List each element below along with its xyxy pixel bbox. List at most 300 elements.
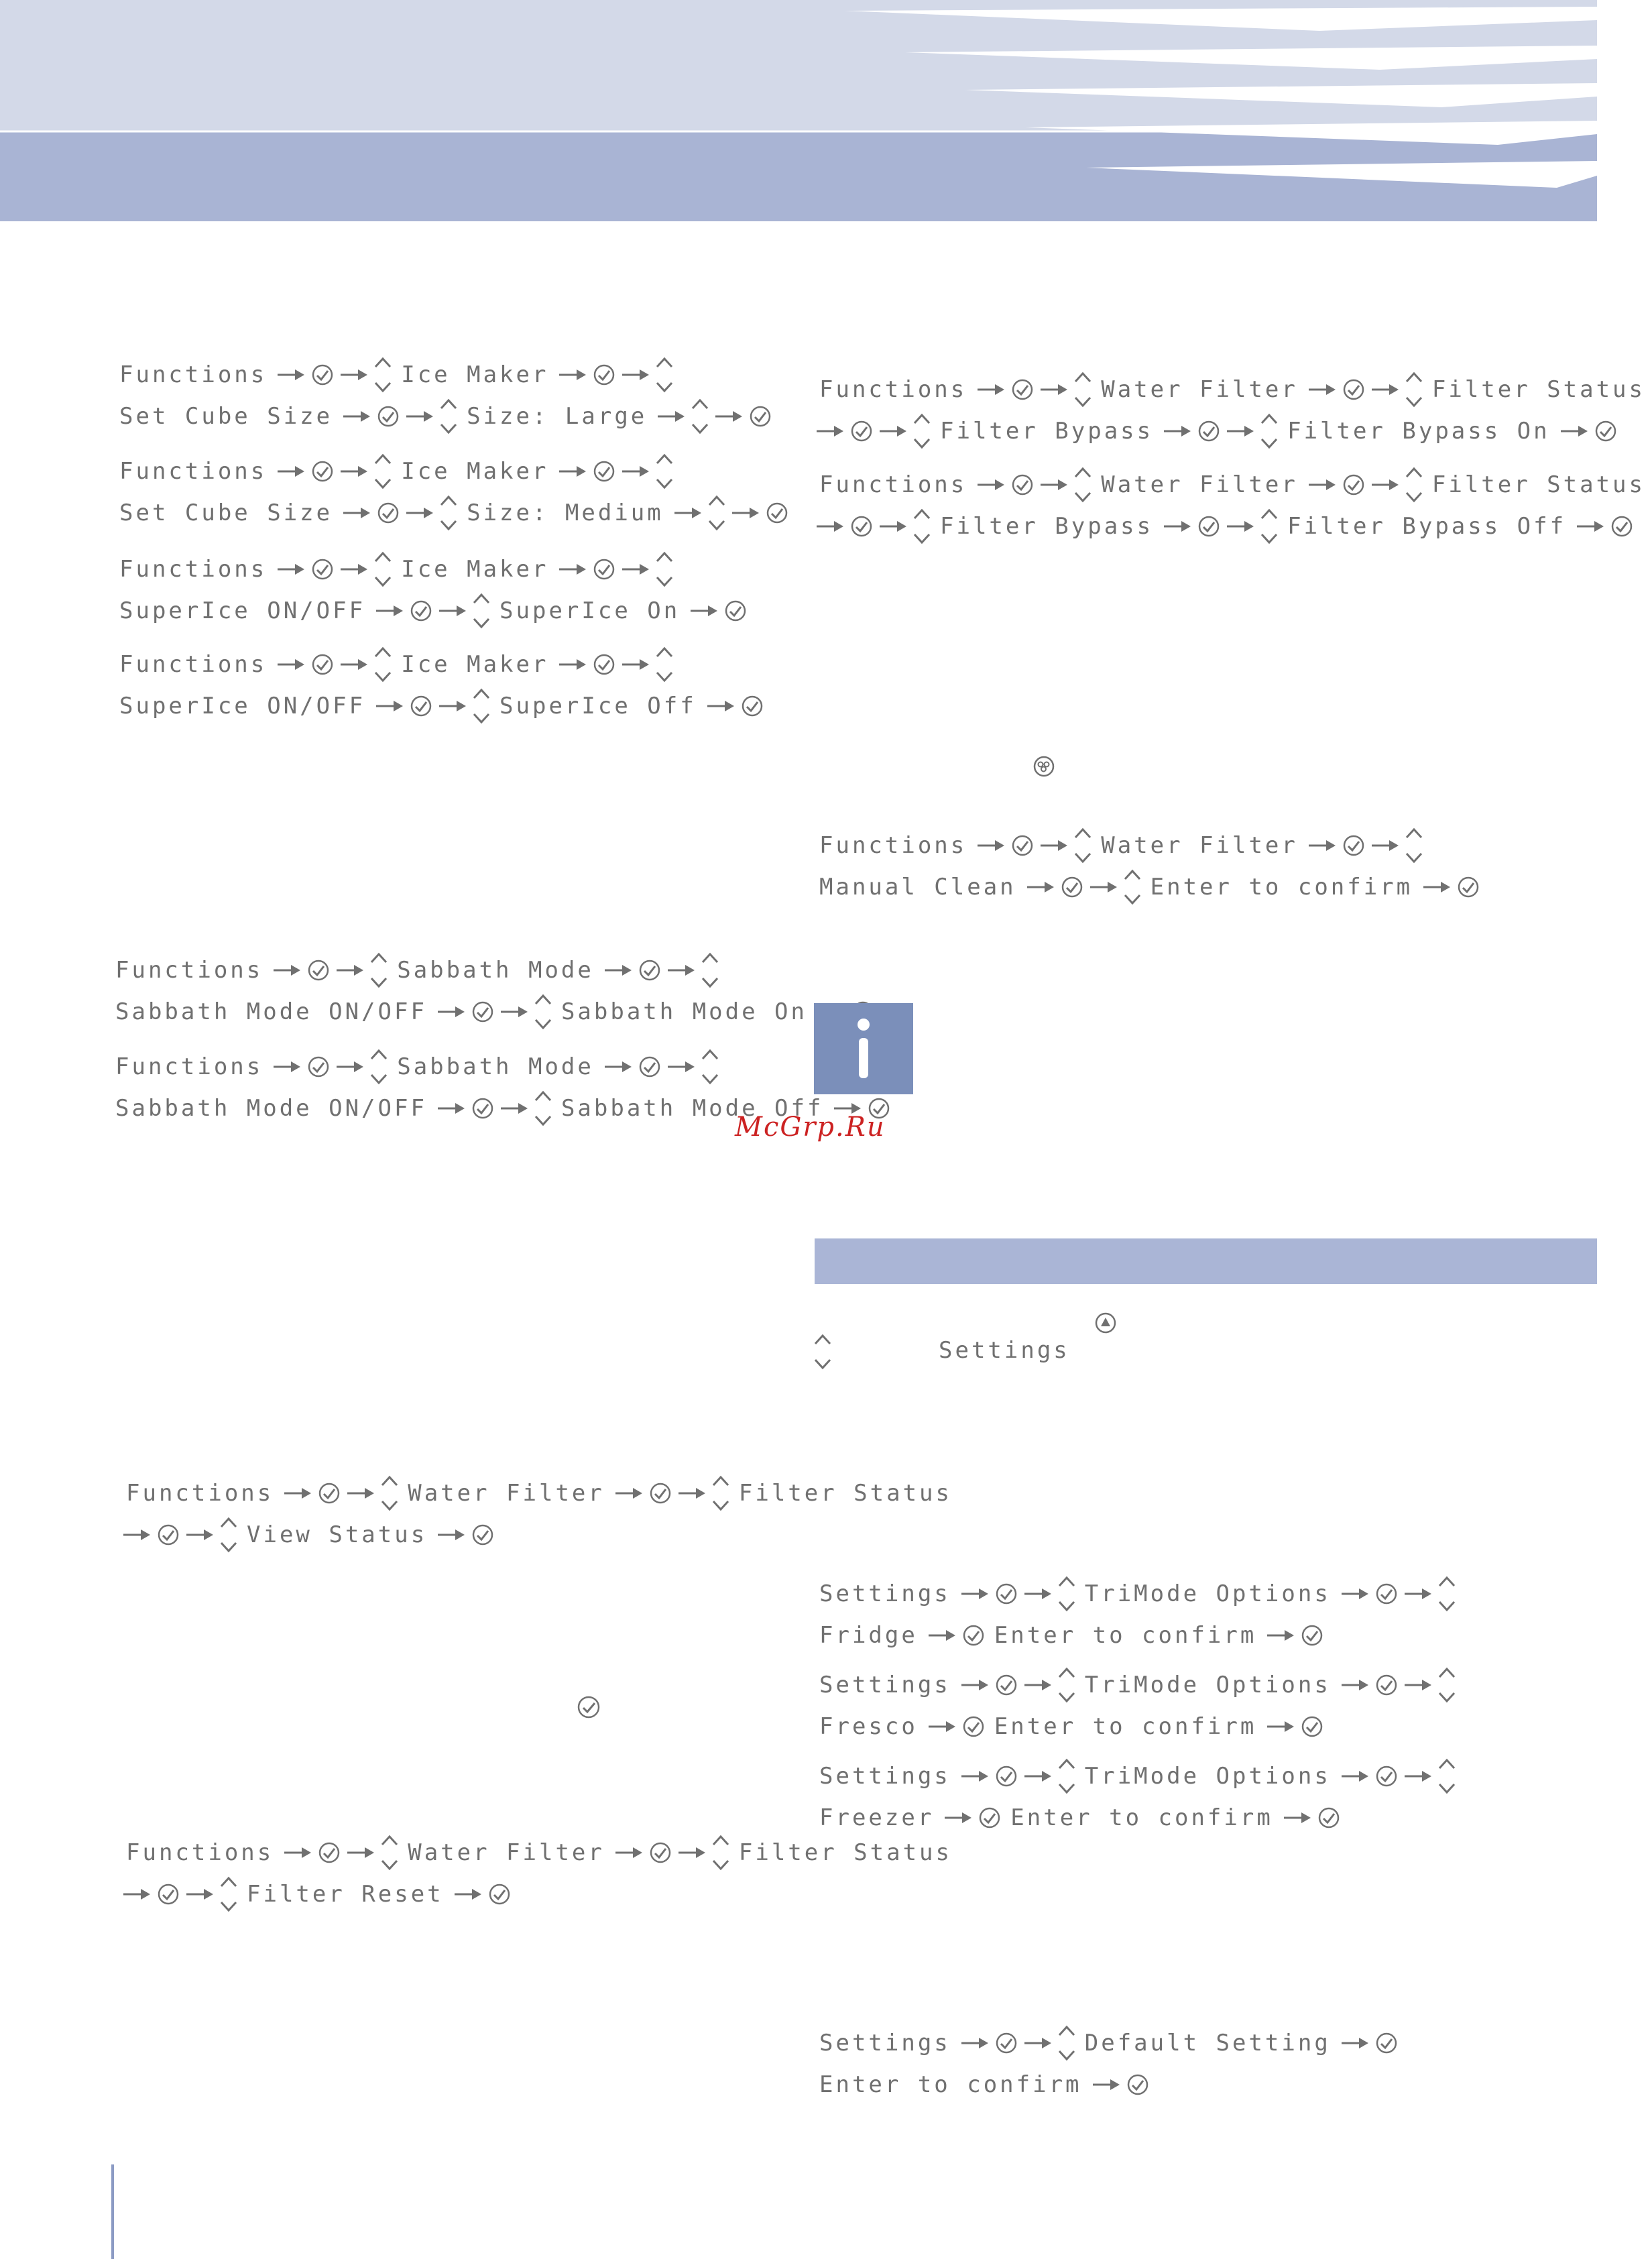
up-down-nav-icon: [373, 644, 393, 685]
header-banner: [0, 0, 1597, 221]
menu-step-label: Settings: [819, 2030, 951, 2057]
menu-step-label: Enter to confirm: [819, 2071, 1082, 2098]
menu-step-label: Ice Maker: [401, 458, 549, 485]
up-down-nav-icon: [379, 1473, 400, 1513]
arrow-right-icon: [1023, 1678, 1053, 1692]
confirm-check-icon: [962, 1624, 985, 1647]
up-down-nav-icon: [912, 506, 932, 546]
up-down-nav-icon: [533, 992, 553, 1032]
menu-step-label: Functions: [115, 957, 263, 984]
confirm-check-icon: [311, 460, 334, 483]
menu-step-label: Sabbath Mode Off: [560, 1095, 824, 1122]
up-down-nav-icon: [219, 1515, 239, 1555]
menu-step-label: Functions: [819, 832, 967, 859]
arrow-right-icon: [614, 1486, 644, 1501]
up-down-nav-icon: [1404, 825, 1424, 866]
menu-sequence-icemaker-large: [113, 354, 774, 437]
menu-sequence-superice-off: [113, 644, 766, 727]
sequence-line: [813, 825, 1482, 866]
sequence-line: [119, 1514, 959, 1556]
arrow-right-icon: [815, 519, 845, 534]
arrow-right-icon: [558, 464, 587, 479]
arrow-right-icon: [436, 1004, 466, 1019]
menu-sequence-filter-reset: [119, 1832, 959, 1915]
up-down-nav-icon: [1404, 465, 1424, 505]
menu-step-label: TriMode Options: [1084, 1763, 1331, 1790]
arrow-right-icon: [276, 464, 306, 479]
sequence-line: [113, 451, 791, 492]
confirm-check-icon: [649, 1482, 672, 1505]
menu-step-label: Filter Status: [1431, 376, 1645, 403]
arrow-right-icon: [706, 699, 735, 713]
up-down-nav-icon: [1057, 2023, 1077, 2063]
sequence-line: [113, 685, 766, 727]
arrow-right-icon: [283, 1845, 312, 1860]
sequence-line: [813, 1706, 1458, 1747]
confirm-check-icon: [1301, 1624, 1323, 1647]
confirm-check-icon: [766, 502, 788, 524]
watermark: McGrp.Ru: [735, 1112, 886, 1143]
arrow-right-icon: [1559, 424, 1589, 439]
arrow-right-icon: [960, 1678, 990, 1692]
sequence-line: [813, 1573, 1458, 1615]
confirm-check-icon: [1197, 420, 1220, 443]
sequence-line: [813, 2022, 1401, 2064]
menu-step-label: Functions: [126, 1839, 274, 1866]
settings-hint-label: Settings: [939, 1337, 1070, 1364]
menu-step-label: Water Filter: [1101, 832, 1298, 859]
confirm-check-icon: [1301, 1715, 1323, 1738]
arrow-right-icon: [1026, 880, 1055, 894]
confirm-check-icon: [593, 460, 615, 483]
confirm-check-icon: [593, 558, 615, 581]
confirm-check-icon: [1126, 2073, 1149, 2096]
up-button-icon: [1094, 1312, 1117, 1334]
arrow-right-icon: [339, 367, 369, 382]
arrow-right-icon: [927, 1628, 957, 1643]
menu-sequence-superice-on: [113, 548, 750, 632]
arrow-right-icon: [276, 657, 306, 672]
menu-step-label: Enter to confirm: [994, 1622, 1257, 1649]
menu-step-label: Settings: [819, 1580, 951, 1607]
up-down-nav-icon: [438, 493, 459, 533]
menu-step-label: Size: Large: [467, 403, 648, 430]
arrow-right-icon: [960, 2036, 990, 2050]
arrow-right-icon: [1403, 1586, 1433, 1601]
confirm-check-icon: [1197, 515, 1220, 538]
arrow-right-icon: [185, 1887, 215, 1902]
confirm-check-icon: [471, 1000, 494, 1023]
arrow-right-icon: [1307, 382, 1337, 397]
menu-step-label: Freezer: [819, 1804, 935, 1831]
sequence-line: [109, 1046, 893, 1088]
arrow-right-icon: [1089, 880, 1118, 894]
arrow-right-icon: [499, 1004, 529, 1019]
arrow-right-icon: [1283, 1810, 1312, 1825]
arrow-right-icon: [689, 603, 719, 618]
arrow-right-icon: [436, 1527, 466, 1542]
menu-step-label: Sabbath Mode: [397, 1053, 594, 1080]
arrow-right-icon: [666, 1059, 696, 1074]
menu-step-label: Water Filter: [1101, 376, 1298, 403]
confirm-check-icon: [1342, 473, 1365, 496]
menu-step-label: SuperIce Off: [499, 693, 697, 719]
confirm-check-icon: [741, 695, 764, 717]
menu-step-label: Functions: [819, 376, 967, 403]
ice-cube-button-icon: [1032, 755, 1055, 778]
arrow-right-icon: [976, 477, 1006, 492]
arrow-right-icon: [375, 603, 404, 618]
arrow-right-icon: [453, 1887, 483, 1902]
confirm-check-icon: [638, 959, 661, 982]
arrow-right-icon: [976, 382, 1006, 397]
arrow-right-icon: [621, 657, 650, 672]
arrow-right-icon: [1163, 519, 1192, 534]
arrow-right-icon: [339, 657, 369, 672]
up-down-nav-icon: [654, 451, 674, 491]
confirm-check-icon: [850, 515, 873, 538]
confirm-check-icon: [638, 1055, 661, 1078]
sequence-line: [813, 1797, 1458, 1839]
confirm-check-icon: [488, 1883, 511, 1906]
arrow-right-icon: [1340, 2036, 1370, 2050]
menu-sequence-trimode-fresco: [813, 1664, 1458, 1747]
arrow-right-icon: [603, 963, 633, 978]
menu-step-label: SuperIce On: [499, 597, 681, 624]
arrow-right-icon: [621, 367, 650, 382]
menu-step-label: Functions: [119, 651, 268, 678]
up-down-nav-icon: [1404, 369, 1424, 410]
arrow-right-icon: [276, 367, 306, 382]
confirm-check-icon: [995, 2032, 1018, 2054]
arrow-right-icon: [614, 1845, 644, 1860]
arrow-right-icon: [339, 464, 369, 479]
menu-step-label: Functions: [119, 556, 268, 583]
up-down-nav-icon: [373, 451, 393, 491]
confirm-check-icon: [724, 599, 747, 622]
confirm-check-icon: [157, 1883, 180, 1906]
menu-step-label: SuperIce ON/OFF: [119, 597, 366, 624]
menu-step-label: TriMode Options: [1084, 1672, 1331, 1698]
menu-step-label: Filter Bypass On: [1287, 418, 1550, 445]
arrow-right-icon: [499, 1101, 529, 1116]
confirm-check-icon: [1011, 834, 1034, 857]
menu-step-label: Set Cube Size: [119, 403, 333, 430]
confirm-check-icon: [1061, 876, 1083, 899]
up-down-nav-icon: [379, 1833, 400, 1873]
confirm-check-icon: [1375, 2032, 1398, 2054]
confirm-check-icon: [377, 405, 400, 428]
menu-step-label: Manual Clean: [819, 874, 1016, 901]
arrow-right-icon: [1163, 424, 1192, 439]
up-down-nav-icon: [369, 1047, 389, 1087]
arrow-right-icon: [878, 519, 908, 534]
confirm-check-icon: [1610, 515, 1633, 538]
menu-step-label: Size: Medium: [467, 500, 664, 526]
up-down-nav-icon: [654, 644, 674, 685]
confirm-check-icon: [311, 558, 334, 581]
arrow-right-icon: [283, 1486, 312, 1501]
up-down-nav-icon: [1073, 825, 1093, 866]
menu-step-label: Fridge: [819, 1622, 918, 1649]
menu-sequence-sabbath-on: [109, 949, 877, 1033]
menu-step-label: Settings: [819, 1763, 951, 1790]
sequence-line: [813, 1755, 1458, 1797]
confirm-check-icon: [995, 1582, 1018, 1605]
confirm-check-icon: [318, 1482, 341, 1505]
up-down-nav-icon: [711, 1473, 731, 1513]
sequence-line: [813, 506, 1652, 547]
arrow-right-icon: [878, 424, 908, 439]
menu-sequence-manual-clean: [813, 825, 1482, 908]
arrow-right-icon: [558, 367, 587, 382]
menu-step-label: Functions: [119, 361, 268, 388]
arrow-right-icon: [1023, 2036, 1053, 2050]
arrow-right-icon: [339, 562, 369, 577]
arrow-right-icon: [122, 1887, 152, 1902]
menu-step-label: Sabbath Mode: [397, 957, 594, 984]
menu-step-label: Water Filter: [1101, 471, 1298, 498]
menu-step-label: Default Setting: [1084, 2030, 1331, 2057]
confirm-check-icon: [318, 1841, 341, 1864]
arrow-right-icon: [1403, 1769, 1433, 1784]
menu-step-label: SuperIce ON/OFF: [119, 693, 366, 719]
up-down-nav-icon: [1259, 506, 1279, 546]
arrow-right-icon: [714, 409, 744, 424]
arrow-right-icon: [438, 699, 467, 713]
confirm-check-icon: [1594, 420, 1617, 443]
menu-step-label: TriMode Options: [1084, 1580, 1331, 1607]
menu-step-label: Enter to confirm: [994, 1713, 1257, 1740]
arrow-right-icon: [656, 409, 686, 424]
up-down-nav-icon: [471, 686, 491, 726]
arrow-right-icon: [943, 1810, 973, 1825]
up-down-nav-icon: [654, 549, 674, 589]
arrow-right-icon: [272, 963, 302, 978]
sequence-line: [813, 464, 1652, 506]
arrow-right-icon: [1226, 519, 1255, 534]
confirm-check-icon: [311, 363, 334, 386]
arrow-right-icon: [1370, 838, 1400, 853]
up-down-nav-icon: [369, 950, 389, 990]
sequence-line: [119, 1472, 959, 1514]
up-down-nav-icon: [373, 355, 393, 395]
confirm-check-icon: [1342, 378, 1365, 401]
up-down-nav-icon: [711, 1833, 731, 1873]
arrow-right-icon: [1039, 477, 1069, 492]
confirm-check-icon: [962, 1715, 985, 1738]
menu-sequence-trimode-fridge: [813, 1573, 1458, 1656]
menu-step-label: Set Cube Size: [119, 500, 333, 526]
confirm-check-icon: [995, 1765, 1018, 1788]
arrow-right-icon: [558, 562, 587, 577]
menu-sequence-bypass-off: [813, 464, 1652, 547]
confirm-check-icon: [649, 1841, 672, 1864]
arrow-right-icon: [621, 562, 650, 577]
menu-step-label: Filter Bypass: [940, 418, 1154, 445]
menu-step-label: Functions: [126, 1480, 274, 1507]
arrow-right-icon: [960, 1586, 990, 1601]
confirm-check-icon: [307, 1055, 330, 1078]
arrow-right-icon: [272, 1059, 302, 1074]
sequence-line: [113, 492, 791, 534]
arrow-right-icon: [1340, 1678, 1370, 1692]
menu-step-label: Enter to confirm: [1150, 874, 1413, 901]
confirm-check-icon: [1375, 1582, 1398, 1605]
arrow-right-icon: [335, 963, 365, 978]
arrow-right-icon: [1422, 880, 1452, 894]
confirm-check-icon: [749, 405, 772, 428]
arrow-right-icon: [405, 506, 434, 520]
arrow-right-icon: [342, 409, 371, 424]
arrow-right-icon: [1307, 477, 1337, 492]
arrow-right-icon: [185, 1527, 215, 1542]
confirm-check-icon: [1317, 1806, 1340, 1829]
menu-step-label: Filter Status: [1431, 471, 1645, 498]
menu-step-label: Filter Reset: [247, 1881, 444, 1908]
sequence-line: [109, 991, 877, 1033]
footer-rule: [111, 2164, 114, 2259]
menu-step-label: Ice Maker: [401, 361, 549, 388]
info-box: [814, 1003, 913, 1094]
sequence-line: [813, 2064, 1401, 2105]
arrow-right-icon: [558, 657, 587, 672]
sequence-line: [119, 1873, 959, 1915]
menu-sequence-bypass-on: [813, 369, 1652, 452]
arrow-right-icon: [335, 1059, 365, 1074]
sequence-line: [813, 1615, 1458, 1656]
menu-step-label: Filter Status: [738, 1480, 952, 1507]
menu-step-label: View Status: [247, 1521, 428, 1548]
sequence-line: [113, 548, 750, 590]
up-down-nav-icon: [1259, 411, 1279, 451]
menu-sequence-trimode-freezer: [813, 1755, 1458, 1839]
confirm-check-icon: [978, 1806, 1001, 1829]
arrow-right-icon: [731, 506, 760, 520]
confirm-check-icon: [1011, 473, 1034, 496]
arrow-right-icon: [673, 506, 703, 520]
arrow-right-icon: [1576, 519, 1605, 534]
arrow-right-icon: [1226, 424, 1255, 439]
menu-sequence-default-setting: [813, 2022, 1401, 2105]
arrow-right-icon: [122, 1527, 152, 1542]
confirm-check-icon: [593, 653, 615, 676]
menu-step-label: Ice Maker: [401, 651, 549, 678]
arrow-right-icon: [1092, 2077, 1121, 2092]
up-down-nav-icon: [1437, 1574, 1457, 1614]
sequence-line: [813, 369, 1652, 410]
arrow-right-icon: [677, 1845, 707, 1860]
menu-step-label: Filter Bypass Off: [1287, 513, 1567, 540]
up-down-nav-icon: [1437, 1665, 1457, 1705]
sequence-line: [813, 410, 1652, 452]
arrow-right-icon: [1266, 1719, 1295, 1734]
arrow-right-icon: [677, 1486, 707, 1501]
up-down-nav-icon: [1073, 465, 1093, 505]
confirm-check-icon: [410, 599, 432, 622]
sequence-line: [813, 1664, 1458, 1706]
up-down-nav-icon: [813, 1332, 833, 1372]
up-down-nav-icon: [654, 355, 674, 395]
confirm-check-icon: [311, 653, 334, 676]
up-down-nav-icon: [700, 950, 720, 990]
arrow-right-icon: [603, 1059, 633, 1074]
arrow-right-icon: [405, 409, 434, 424]
menu-step-label: Filter Status: [738, 1839, 952, 1866]
sequence-line: [113, 590, 750, 632]
up-down-nav-icon: [1437, 1756, 1457, 1796]
arrow-right-icon: [1403, 1678, 1433, 1692]
arrow-right-icon: [666, 963, 696, 978]
menu-step-label: Sabbath Mode ON/OFF: [115, 1095, 427, 1122]
up-down-nav-icon: [707, 493, 727, 533]
confirm-check-icon: [307, 959, 330, 982]
up-down-nav-icon: [1057, 1574, 1077, 1614]
sequence-line: [109, 949, 877, 991]
menu-step-label: Filter Bypass: [940, 513, 1154, 540]
info-icon: [814, 1003, 913, 1094]
arrow-right-icon: [1307, 838, 1337, 853]
sequence-line: [113, 644, 766, 685]
arrow-right-icon: [375, 699, 404, 713]
arrow-right-icon: [927, 1719, 957, 1734]
arrow-right-icon: [276, 562, 306, 577]
arrow-right-icon: [1370, 382, 1400, 397]
menu-step-label: Ice Maker: [401, 556, 549, 583]
confirm-check-icon: [471, 1523, 494, 1546]
arrow-right-icon: [346, 1486, 375, 1501]
confirm-check-icon: [593, 363, 615, 386]
arrow-right-icon: [1039, 382, 1069, 397]
menu-step-label: Sabbath Mode ON/OFF: [115, 998, 427, 1025]
up-down-nav-icon: [1122, 867, 1142, 907]
arrow-right-icon: [346, 1845, 375, 1860]
arrow-right-icon: [1340, 1769, 1370, 1784]
up-down-nav-icon: [533, 1088, 553, 1128]
menu-step-label: Water Filter: [408, 1480, 605, 1507]
menu-step-label: Functions: [115, 1053, 263, 1080]
confirm-check-icon: [1375, 1674, 1398, 1696]
arrow-right-icon: [1023, 1586, 1053, 1601]
arrow-right-icon: [342, 506, 371, 520]
up-down-nav-icon: [1057, 1665, 1077, 1705]
menu-sequence-view-status: [119, 1472, 959, 1556]
up-down-nav-icon: [438, 396, 459, 437]
arrow-right-icon: [1266, 1628, 1295, 1643]
up-down-nav-icon: [700, 1047, 720, 1087]
confirm-check-icon: [377, 502, 400, 524]
up-down-nav-icon: [1057, 1756, 1077, 1796]
confirm-check-icon: [577, 1695, 601, 1719]
confirm-check-icon: [1342, 834, 1365, 857]
arrow-right-icon: [621, 464, 650, 479]
section-header-bar: [815, 1238, 1597, 1284]
up-down-nav-icon: [373, 549, 393, 589]
sequence-line: [113, 354, 774, 396]
menu-sequence-icemaker-medium: [113, 451, 791, 534]
confirm-check-icon: [1375, 1765, 1398, 1788]
confirm-check-icon: [1011, 378, 1034, 401]
menu-step-label: Sabbath Mode On: [560, 998, 807, 1025]
up-down-nav-icon: [1073, 369, 1093, 410]
up-down-nav-icon: [690, 396, 710, 437]
arrow-right-icon: [438, 603, 467, 618]
menu-step-label: Water Filter: [408, 1839, 605, 1866]
arrow-right-icon: [1023, 1769, 1053, 1784]
arrow-right-icon: [960, 1769, 990, 1784]
confirm-check-icon: [157, 1523, 180, 1546]
up-down-nav-icon: [471, 591, 491, 631]
